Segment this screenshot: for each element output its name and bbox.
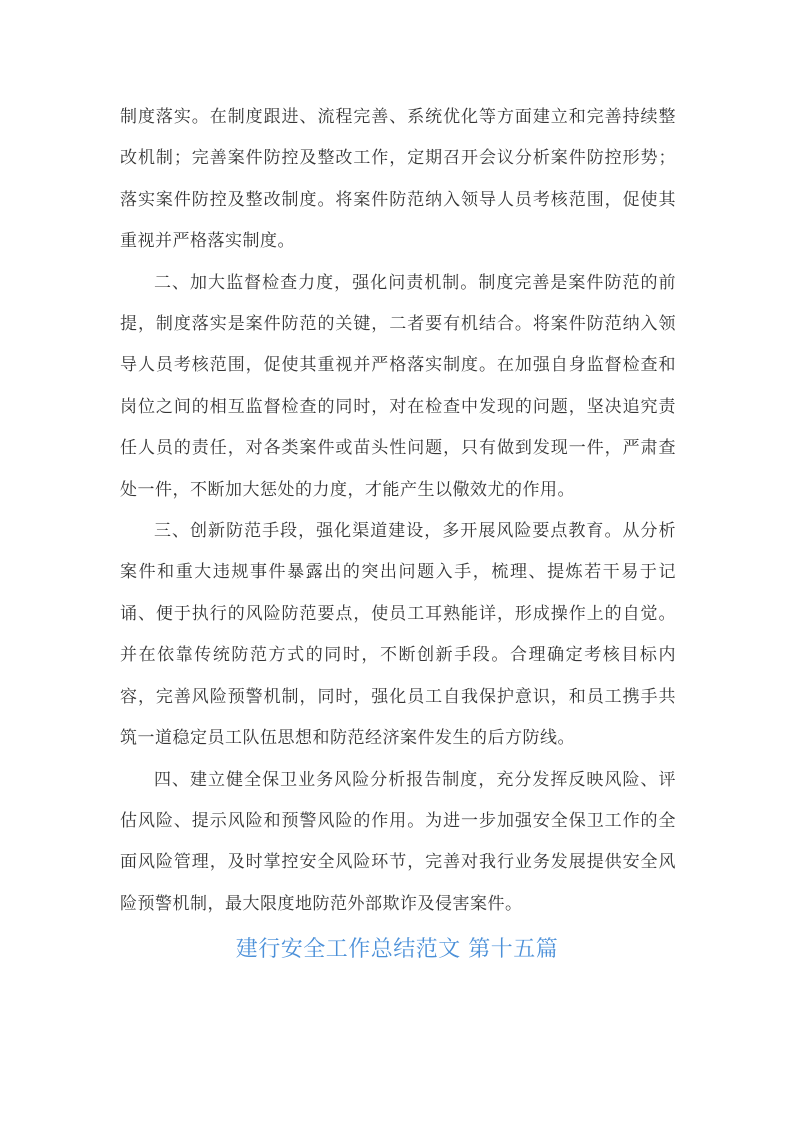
paragraph-continuation: 制度落实。在制度跟进、流程完善、系统优化等方面建立和完善持续整改机制；完善案件防控及整改工作，定期召开会议分析案件防控形势；落实案件防控及整改制度。将案件防范纳入领导人员考核范围，促使其重视并严格落实制度。 xyxy=(120,107,676,252)
paragraph-point-three: 三、创新防范手段，强化渠道建设，多开展风险要点教育。从分析案件和重大违规事件暴露出的突出问题入手，梳理、提炼若干易于记诵、便于执行的风险防范要点，使员工耳熟能详，形成操作上的自觉。并在依靠传统防范方式的同时，不断创新手段。合理确定考核目标内容，完善风险预警机制，同时，强化员工自我保护意识，和员工携手共筑一道稳定员工队伍思想和防范经济案件发生的后方防线。 xyxy=(120,521,676,749)
document-body xyxy=(120,97,676,925)
paragraph-point-four: 四、建立健全保卫业务风险分析报告制度，充分发挥反映风险、评估风险、提示风险和预警风险的作用。为进一步加强安全保卫工作的全面风险管理，及时掌控安全风险环节，完善对我行业务发展提供安全风险预警机制，最大限度地防范外部欺诈及侵害案件。 xyxy=(120,769,676,914)
section-title: 建行安全工作总结范文 第十五篇 xyxy=(235,937,559,962)
paragraph-point-two: 二、加大监督检查力度，强化问责机制。制度完善是案件防范的前提，制度落实是案件防范的关键，二者要有机结合。将案件防范纳入领导人员考核范围，促使其重视并严格落实制度。在加强自身监督检查和岗位之间的相互监督检查的同时，对在检查中发现的问题，坚决追究责任人员的责任，对各类案件或苗头性问题，只有做到发现一件，严肃查处一件，不断加大惩处的力度，才能产生以儆效尤的作用。 xyxy=(120,272,676,500)
